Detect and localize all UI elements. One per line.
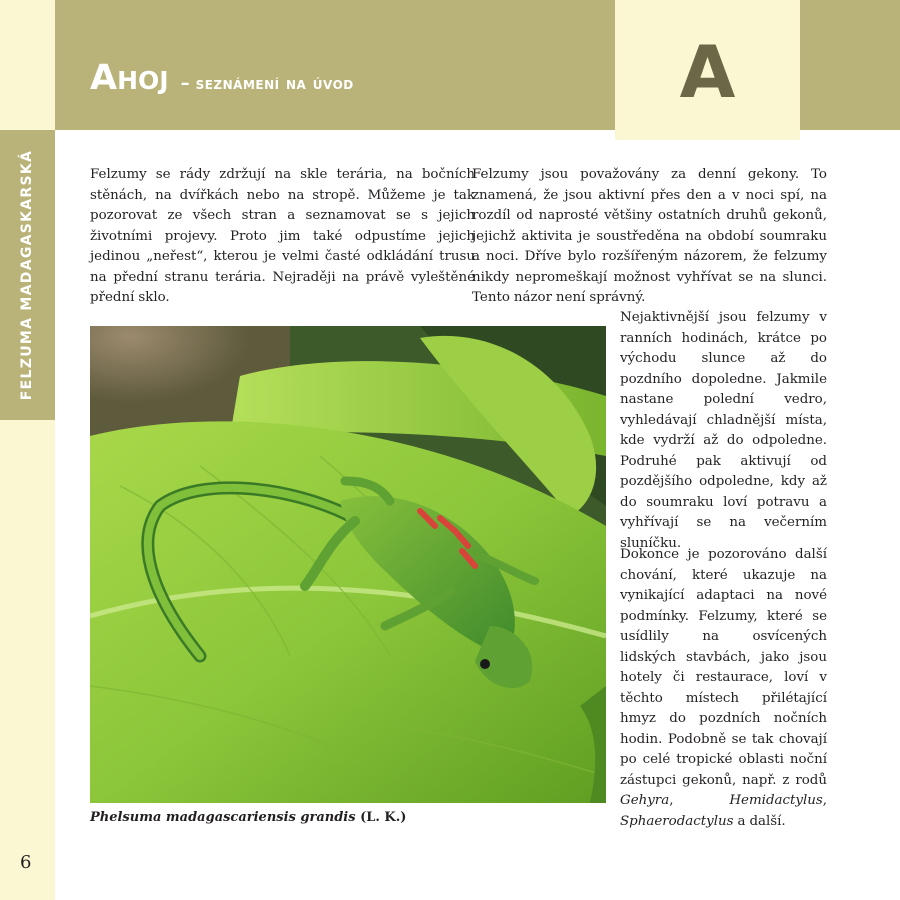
paragraph-4-end: a další. (737, 813, 786, 829)
paragraph-4-text: Dokonce je pozorováno další chování, které ukazuje na vynikající adaptaci na nové podmínky. Felzumy, které se usídlily na osvícených lidských stavbách, jako jsou hotely či restaurace, loví v těchto místech přilétající hmyz do pozdních nočních hodin. Podobně se tak chovají po celé tropické oblasti noční zástupci gekonů, např. z rodů (620, 547, 827, 788)
page-number: 6 (20, 852, 32, 873)
chapter-letter-box (615, 0, 800, 140)
title-main: Ahoj (90, 58, 169, 98)
separator-1: , (669, 793, 674, 808)
caption-species: Phelsuma madagascariensis grandis (90, 810, 356, 825)
side-label: FELZUMA MADAGASKARSKÁ (19, 149, 35, 401)
gecko-photo (90, 326, 606, 803)
separator-2: , (822, 793, 827, 808)
title-subtitle: seznámení na úvod (195, 74, 354, 94)
paragraph-4 (620, 545, 827, 832)
paragraph-2: Felzumy jsou považovány za denní gekony. To znamená, že jsou aktivní přes den a v noci spí, na rozdíl od naprosté většiny ostatních druhů gekonů, jejichž aktivita je soustředěna na období soumraku a noci. Dříve bylo rozšířeným názorem, že felzumy nikdy nepromeškají možnost vyhřívat se na slunci. Tento názor není správný. (472, 167, 827, 305)
paragraph-1: Felzumy se rády zdržují na skle terária, na bočních stěnách, na dvířkách nebo na stropě. Můžeme je tak pozorovat ze všech stran a seznamovat se s jejich životními projevy. Proto jim také odpustíme jejich jedinou „neřest“, kterou je velmi časté odkládání trusu na přední stranu terária. Nejraději na právě vyleštěné přední sklo. (90, 167, 475, 305)
genus-sphaerodactylus: Sphaerodactylus (620, 813, 734, 829)
genus-gehyra: Gehyra (620, 793, 670, 808)
paragraph-3: Nejaktivnější jsou felzumy v ranních hodinách, krátce po východu slunce až do pozdního dopoledne. Jakmile nastane polední vedro, vyhledávají chladnější místa, kde vydrží až do odpoledne. Podruhé pak aktivují od pozdějšího odpoledne, kdy až do soumraku loví potravu a vyhřívají se na večerním sluníčku. (620, 310, 827, 551)
title-dash: – (180, 73, 190, 94)
genus-hemidactylus: Hemidactylus (729, 793, 823, 808)
caption-credit: (L. K.) (360, 810, 407, 825)
chapter-letter: A (679, 30, 736, 114)
photo-caption (90, 810, 406, 825)
page-title (90, 58, 354, 98)
